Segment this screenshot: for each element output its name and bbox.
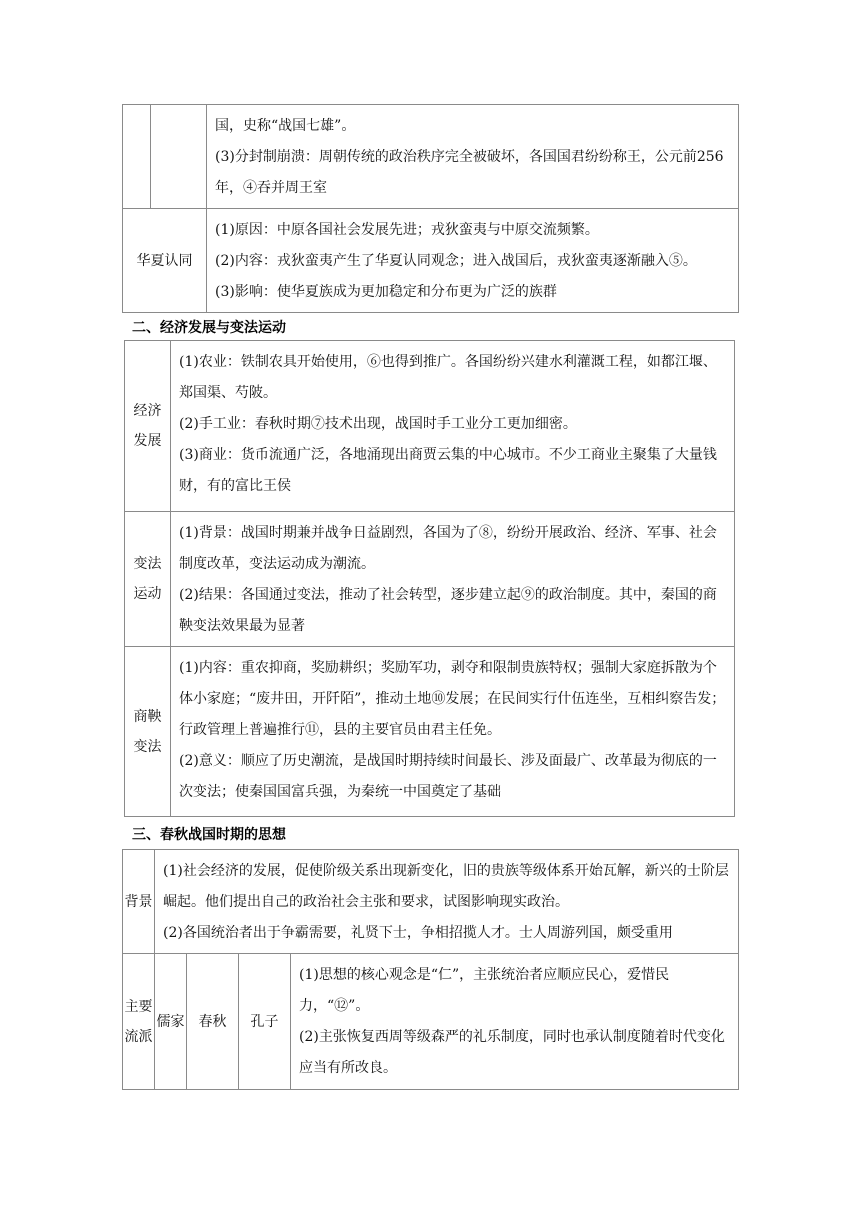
section-heading-economy: 二、经济发展与变法运动 xyxy=(132,320,286,336)
list-item: (2)手工业：春秋时期⑦技术出现，战国时手工业分工更加细密。 xyxy=(179,416,577,432)
row-label-reform: 变法 运动 xyxy=(125,512,171,647)
empty-cell xyxy=(123,105,151,209)
list-item: (1)背景：战国时期兼并战争日益剧烈，各国为了⑧，纷纷开展政治、经济、军事、社会制度改革，变法运动成为潮流。 xyxy=(179,525,717,572)
table-row xyxy=(123,850,739,954)
section-heading-thought: 三、春秋战国时期的思想 xyxy=(132,827,286,843)
row-label-shangyang: 商鞅 变法 xyxy=(125,647,171,817)
school-period: 春秋 xyxy=(187,954,239,1090)
empty-cell xyxy=(151,105,207,209)
row-label-schools: 主要 流派 xyxy=(123,954,155,1090)
list-item: (2)内容：戎狄蛮夷产生了华夏认同观念；进入战国后，戎狄蛮夷逐渐融入⑤。 xyxy=(215,253,697,269)
list-item: 国，史称“战国七雄”。 xyxy=(215,118,356,134)
table-row xyxy=(125,341,735,512)
table-row xyxy=(123,209,739,313)
content-cell xyxy=(171,341,735,512)
list-item: (1)原因：中原各国社会发展先进；戎狄蛮夷与中原交流频繁。 xyxy=(215,222,599,238)
table-thought xyxy=(122,849,739,1090)
list-item: (3)影响：使华夏族成为更加稳定和分布更为广泛的族群 xyxy=(215,284,557,300)
row-label-background: 背景 xyxy=(123,850,155,954)
school-name: 儒家 xyxy=(155,954,187,1090)
table-row xyxy=(125,647,735,817)
table-row xyxy=(123,105,739,209)
list-item: (2)结果：各国通过变法，推动了社会转型，逐步建立起⑨的政治制度。其中，秦国的商鞅变法效果最为显著 xyxy=(179,587,717,634)
table-states-continuation xyxy=(122,104,739,313)
list-item: (1)思想的核心观念是“仁”，主张统治者应顺应民心，爱惜民力，“⑫”。 xyxy=(299,967,670,1014)
list-item: (1)农业：铁制农具开始使用，⑥也得到推广。各国纷纷兴建水利灌溉工程，如都江堰、郑国渠、芍陂。 xyxy=(179,354,717,401)
list-item: (1)社会经济的发展，促使阶级关系出现新变化，旧的贵族等级体系开始瓦解，新兴的士阶层崛起。他们提出自己的政治社会主张和要求，试图影响现实政治。 xyxy=(163,863,729,910)
content-cell xyxy=(171,512,735,647)
list-item: (1)内容：重农抑商，奖励耕织；奖励军功，剥夺和限制贵族特权；强制大家庭拆散为个体小家庭；“废井田，开阡陌”，推动土地⑩发展；在民间实行什伍连坐，互相纠察告发；行政管理上普遍推行⑪，县的主要官员由君主任免。 xyxy=(179,660,726,738)
table-row xyxy=(123,954,739,1090)
content-cell xyxy=(207,105,739,209)
content-cell xyxy=(291,954,739,1090)
school-person: 孔子 xyxy=(239,954,291,1090)
content-cell xyxy=(207,209,739,313)
table-economy-reform xyxy=(124,340,735,817)
list-item: (2)主张恢复西周等级森严的礼乐制度，同时也承认制度随着时代变化应当有所改良。 xyxy=(299,1029,725,1076)
list-item: (3)商业：货币流通广泛，各地涌现出商贾云集的中心城市。不少工商业主聚集了大量钱财，有的富比王侯 xyxy=(179,447,717,494)
row-label-huaxia: 华夏认同 xyxy=(123,209,207,313)
list-item: (2)意义：顺应了历史潮流，是战国时期持续时间最长、涉及面最广、改革最为彻底的一次变法；使秦国国富兵强，为秦统一中国奠定了基础 xyxy=(179,753,717,800)
content-cell xyxy=(155,850,739,954)
row-label-economy: 经济 发展 xyxy=(125,341,171,512)
list-item: (3)分封制崩溃：周朝传统的政治秩序完全被破坏，各国国君纷纷称王，公元前256年，④吞并周王室 xyxy=(215,149,724,196)
content-cell xyxy=(171,647,735,817)
list-item: (2)各国统治者出于争霸需要，礼贤下士，争相招揽人才。士人周游列国，颇受重用 xyxy=(163,925,673,941)
table-row xyxy=(125,512,735,647)
